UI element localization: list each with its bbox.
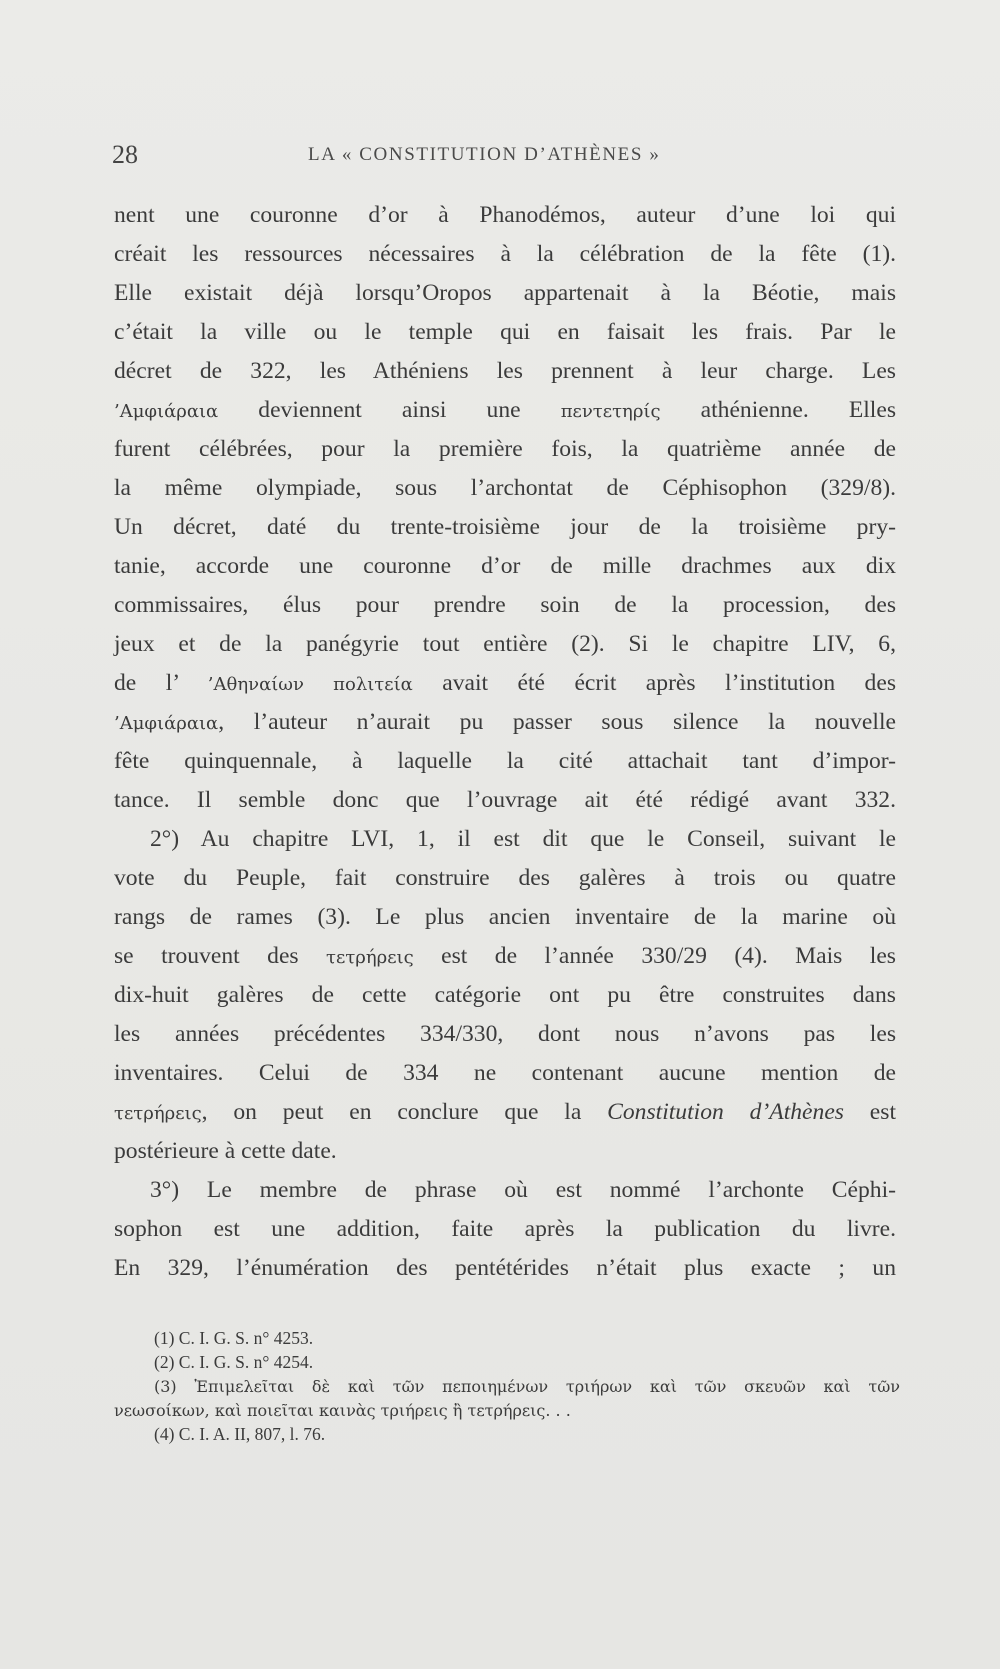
text-line: Elle existait déjà lorsqu’Oropos appartenait à la Béotie, mais bbox=[114, 280, 896, 306]
footnote: (3) Ἐπιμελεῖται δὲ καὶ τῶν πεποιημένων τριήρων καὶ τῶν σκευῶν καὶ τῶν bbox=[154, 1377, 900, 1396]
text-line: Un décret, daté du trente-troisième jour de la troisième pry- bbox=[114, 514, 896, 540]
greek-word: πεντετηρίς bbox=[560, 401, 661, 422]
text-line: En 329, l’énumération des pentétérides n’était plus exacte ; un bbox=[114, 1255, 896, 1281]
running-head: LA « CONSTITUTION D’ATHÈNES » bbox=[308, 144, 661, 165]
greek-phrase: ’Αθηναίων πολιτεία bbox=[207, 674, 413, 695]
text-line: se trouvent des τετρήρεις est de l’année 330/29 (4). Mais les bbox=[114, 943, 896, 969]
text-line: fête quinquennale, à laquelle la cité attachait tant d’impor- bbox=[114, 748, 896, 774]
text-line: 2°) Au chapitre LVI, 1, il est dit que le Conseil, suivant le bbox=[150, 826, 896, 852]
greek-word: τετρήρεις bbox=[114, 1103, 202, 1124]
text-line: 3°) Le membre de phrase où est nommé l’archonte Céphi- bbox=[150, 1177, 896, 1203]
text-line: créait les ressources nécessaires à la célébration de la fête (1). bbox=[114, 241, 896, 267]
text-line: nent une couronne d’or à Phanodémos, auteur d’une loi qui bbox=[114, 202, 896, 228]
footnote: (1) C. I. G. S. n° 4253. bbox=[154, 1328, 314, 1348]
text-line: inventaires. Celui de 334 ne contenant aucune mention de bbox=[114, 1060, 896, 1086]
footnote: (2) C. I. G. S. n° 4254. bbox=[154, 1352, 314, 1372]
text-line: dix-huit galères de cette catégorie ont pu être construites dans bbox=[114, 982, 896, 1008]
page-header bbox=[112, 140, 902, 180]
text-line: ’Αμφιάραια deviennent ainsi une πεντετηρίς athénienne. Elles bbox=[114, 397, 896, 423]
text-line: ’Αμφιάραια, l’auteur n’aurait pu passer sous silence la nouvelle bbox=[114, 709, 896, 735]
footnote-continuation: νεωσοίκων, καὶ ποιεῖται καινὰς τριήρεις ἢ τετρήρεις. . . bbox=[114, 1401, 571, 1420]
text-line: tance. Il semble donc que l’ouvrage ait été rédigé avant 332. bbox=[114, 787, 896, 813]
footnote: (4) C. I. A. II, 807, l. 76. bbox=[154, 1424, 326, 1444]
page-number: 28 bbox=[112, 140, 138, 169]
text-line: furent célébrées, pour la première fois, la quatrième année de bbox=[114, 436, 896, 462]
text-line: τετρήρεις, on peut en conclure que la Constitution d’Athènes est bbox=[114, 1099, 897, 1125]
text-line: décret de 322, les Athéniens les prennent à leur charge. Les bbox=[114, 358, 896, 384]
body-text bbox=[114, 196, 896, 1288]
text-line: la même olympiade, sous l’archontat de Céphisophon (329/8). bbox=[114, 475, 896, 501]
text-line: sophon est une addition, faite après la publication du livre. bbox=[114, 1216, 896, 1242]
text-line: jeux et de la panégyrie tout entière (2). Si le chapitre LIV, 6, bbox=[114, 631, 896, 657]
greek-word: τετρήρεις bbox=[326, 947, 414, 968]
book-title: Constitution d’Athènes bbox=[607, 1099, 844, 1125]
text-line: postérieure à cette date. bbox=[114, 1138, 337, 1164]
footnotes bbox=[114, 1326, 900, 1446]
text-line: les années précédentes 334/330, dont nous n’avons pas les bbox=[114, 1021, 896, 1047]
text-line: rangs de rames (3). Le plus ancien inventaire de la marine où bbox=[114, 904, 896, 930]
text-line: commissaires, élus pour prendre soin de la procession, des bbox=[114, 592, 896, 618]
text-line: tanie, accorde une couronne d’or de mille drachmes aux dix bbox=[114, 553, 896, 579]
greek-word: ’Αμφιάραια bbox=[114, 713, 219, 734]
greek-word: ’Αμφιάραια bbox=[114, 401, 219, 422]
text-line: c’était la ville ou le temple qui en faisait les frais. Par le bbox=[114, 319, 896, 345]
text-line: vote du Peuple, fait construire des galères à trois ou quatre bbox=[114, 865, 896, 891]
text-line: de l’ ’Αθηναίων πολιτεία avait été écrit après l’institution des bbox=[114, 670, 897, 696]
